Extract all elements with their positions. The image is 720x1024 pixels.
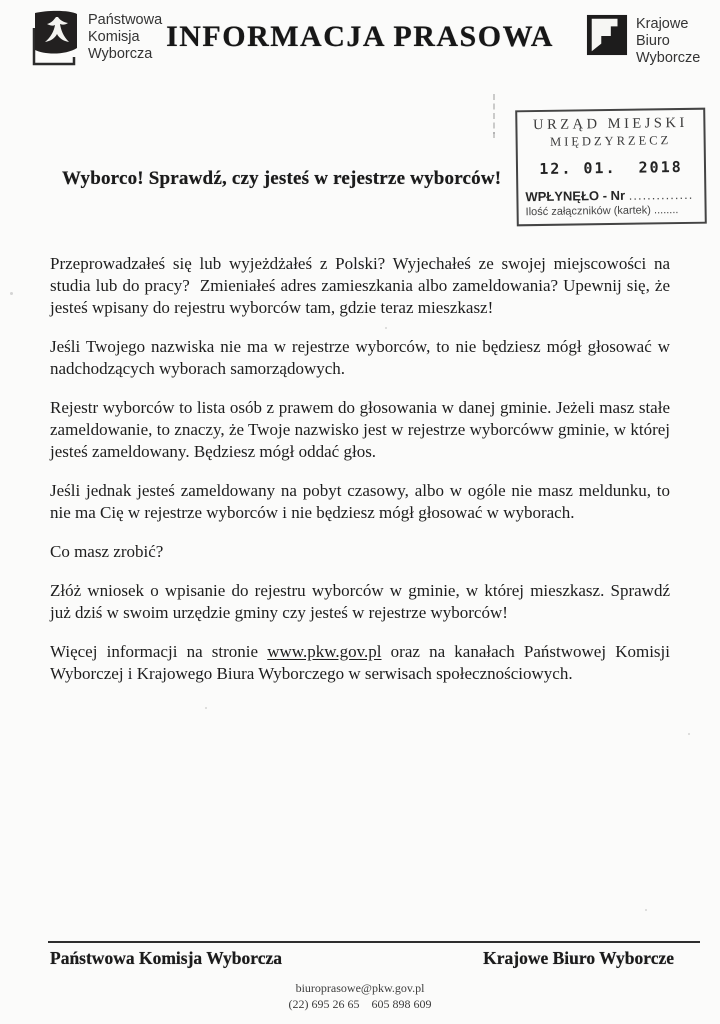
stamp-attachments-dots: ........ — [653, 204, 679, 217]
kbw-square-logo-icon — [586, 14, 628, 61]
stamp-office-name: URZĄD MIEJSKI — [532, 114, 688, 134]
kbw-logo-line2: Biuro — [636, 33, 670, 49]
link-paragraph-before: Więcej informacji na stronie — [50, 642, 268, 661]
kbw-logo-text — [636, 14, 700, 67]
stamp-date: 12. 01. 2018 — [539, 157, 683, 179]
pkw-logo-line3: Wyborcza — [88, 46, 153, 62]
kbw-logo-line1: Krajowe — [636, 16, 689, 32]
body-paragraph-question: Co masz zrobić? — [50, 542, 164, 561]
scan-speck — [645, 909, 647, 911]
link-paragraph-after: oraz na kanałach Państwowej Komisji Wyborczej i Krajowego Biura Wyborczego w serwisach społecznościowych. — [50, 642, 670, 683]
body-paragraph-3: Rejestr wyborców to lista osób z prawem do głosowania w danej gminie. Jeżeli masz stałe zameldowanie, to znaczy, że Twoje nazwisko jest w rejestrze wyborcóww gminie, w której jesteś zameldowany. Będziesz mógł oddać głos. — [50, 398, 670, 461]
scan-speck — [10, 292, 13, 295]
body-paragraph-link — [50, 641, 670, 685]
stamp-received-dots: .............. — [628, 186, 694, 203]
stamp-received-row — [525, 187, 697, 204]
stamp-office-city: MIĘDZYRZECZ — [549, 133, 672, 149]
document-title: INFORMACJA PRASOWA — [166, 20, 554, 53]
pkw-logo-line2: Komisja — [88, 29, 140, 45]
document-heading: Wyborco! Sprawdź, czy jesteś w rejestrze wyborców! — [62, 168, 502, 189]
footer-contact-block — [289, 981, 432, 1012]
footer-email: biuroprasowe@pkw.gov.pl — [295, 981, 425, 995]
stamp-received-label: WPŁYNĘŁO - Nr — [525, 187, 629, 205]
kbw-logo-block — [586, 14, 700, 67]
pkw-eagle-logo-icon — [30, 10, 80, 73]
scan-speck — [493, 132, 495, 134]
stamp-attachments-label: Ilość załączników (kartek) — [525, 204, 655, 219]
body-paragraph-2: Jeśli Twojego nazwiska nie ma w rejestrze wyborców, to nie będziesz mógł głosować w nadchodzących wyborach samorządowych. — [50, 337, 670, 378]
stamp-attachments-row — [526, 204, 698, 218]
kbw-logo-line3: Wyborcze — [636, 50, 701, 66]
office-received-stamp — [515, 108, 707, 227]
footer-organization-names — [50, 948, 674, 969]
document-body — [50, 253, 670, 702]
body-paragraph-4: Jeśli jednak jesteś zameldowany na pobyt czasowy, albo w ogóle nie masz meldunku, to nie ma Cię w rejestrze wyborców i nie będziesz mógł głosować w wyborach. — [50, 481, 670, 522]
scan-speck — [205, 707, 207, 709]
footer-divider — [48, 941, 700, 943]
footer-phone-numbers: (22) 695 26 65 605 898 609 — [288, 997, 432, 1011]
footer-left-org: Państwowa Komisja Wyborcza — [50, 948, 283, 968]
pkw-website-link: www.pkw.gov.pl — [267, 642, 382, 661]
scan-speck — [688, 733, 690, 735]
body-paragraph-1: Przeprowadzałeś się lub wyjeżdżałeś z Polski? Wyjechałeś ze swojej miejscowości na studia lub do pracy? Zmieniałeś adres zamieszkania albo zameldowania? Upewnij się, że jesteś wpisany do rejestru wyborców tam, gdzie teraz mieszkasz! — [50, 254, 670, 317]
pkw-logo-text — [88, 10, 162, 63]
pkw-logo-line1: Państwowa — [88, 12, 163, 28]
body-paragraph-5: Złóż wniosek o wpisanie do rejestru wyborców w gminie, w której mieszkasz. Sprawdź już dziś w swoim urzędzie gminy czy jesteś w rejestrze wyborców! — [50, 581, 670, 622]
footer-right-org: Krajowe Biuro Wyborcze — [483, 948, 674, 968]
pkw-logo-block — [30, 10, 162, 73]
